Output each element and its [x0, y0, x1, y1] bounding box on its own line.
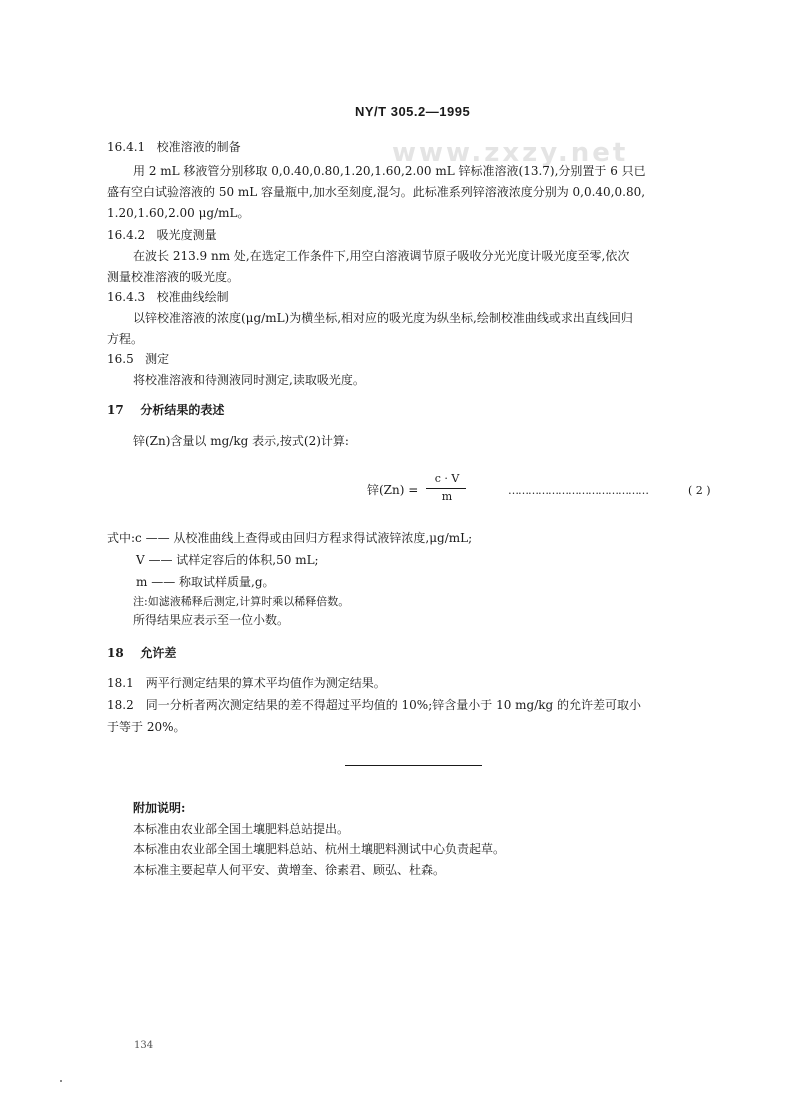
where-line: m —— 称取试样质量,g。 [136, 575, 275, 589]
section-number: 16.4.3 [107, 290, 146, 304]
formula-lhs: 锌(Zn) = [367, 483, 419, 497]
paragraph-line: 用 2 mL 移液管分别移取 0,0.40,0.80,1.20,1.60,2.00 mL 锌标准溶液(13.7),分别置于 6 只已 [133, 164, 646, 178]
paragraph-line: 盛有空白试验溶液的 50 mL 容量瓶中,加水至刻度,混匀。此标准系列锌溶液浓度分别为 0,0.40,0.80, [107, 185, 646, 199]
section-number: 17 [107, 403, 124, 417]
paragraph-line: 锌(Zn)含量以 mg/kg 表示,按式(2)计算: [133, 434, 349, 448]
formula-leader-dots: …………………………………… [508, 484, 648, 497]
section-18-heading [107, 645, 176, 661]
formula-numerator: c · V [434, 472, 460, 485]
where-line: V —— 试样定容后的体积,50 mL; [136, 553, 319, 567]
paragraph-line: 18.2 同一分析者两次测定结果的差不得超过平均值的 10%;锌含量小于 10 mg/kg 的允许差可取小 [107, 698, 642, 712]
section-16-4-2-heading [107, 227, 217, 243]
section-number: 16.4.2 [107, 228, 146, 242]
paragraph-line: 1.20,1.60,2.00 μg/mL。 [107, 206, 250, 220]
section-16-5-heading [107, 351, 169, 367]
scan-speck [60, 1080, 62, 1082]
watermark-text: www.zxzy.net [392, 138, 629, 168]
section-number: 16.5 [107, 352, 134, 366]
section-title: 校准曲线绘制 [156, 290, 229, 304]
end-rule [345, 765, 482, 766]
formula-denominator: m [441, 490, 453, 503]
section-16-4-1-heading [107, 139, 241, 155]
paragraph-line: 在波长 213.9 nm 处,在选定工作条件下,用空白溶液调节原子吸收分光光度计吸光度至零,依次 [133, 249, 630, 263]
section-number: 18 [107, 646, 124, 660]
paragraph-line: 于等于 20%。 [107, 720, 186, 734]
section-title: 吸光度测量 [156, 228, 217, 242]
where-line: 式中:c —— 从校准曲线上查得或由回归方程求得试液锌浓度,μg/mL; [107, 531, 473, 545]
paragraph-line: 测量校准溶液的吸光度。 [107, 270, 240, 284]
paragraph-line: 所得结果应表示至一位小数。 [133, 613, 290, 627]
section-17-heading [107, 402, 224, 418]
note-line: 注:如滤液稀释后测定,计算时乘以稀释倍数。 [133, 595, 350, 608]
paragraph-line: 18.1 两平行测定结果的算术平均值作为测定结果。 [107, 676, 386, 690]
section-16-4-3-heading [107, 289, 229, 305]
page-number: 134 [134, 1040, 154, 1051]
appendix-line: 本标准由农业部全国土壤肥料总站、杭州土壤肥料测试中心负责起草。 [133, 842, 506, 856]
paragraph-line: 以锌校准溶液的浓度(μg/mL)为横坐标,相对应的吸光度为纵坐标,绘制校准曲线或求出直线回归 [133, 311, 633, 325]
appendix-line: 本标准由农业部全国土壤肥料总站提出。 [133, 822, 350, 836]
appendix-title: 附加说明: [133, 801, 186, 815]
appendix-line: 本标准主要起草人何平安、黄增奎、徐素君、顾弘、杜森。 [133, 863, 446, 877]
paragraph-line: 方程。 [107, 332, 144, 346]
formula-equation-number: ( 2 ) [688, 484, 711, 497]
page-header: NY/T 305.2—1995 [355, 104, 471, 119]
section-number: 16.4.1 [107, 140, 146, 154]
section-title: 允许差 [140, 646, 177, 660]
section-title: 测定 [145, 352, 170, 366]
section-title: 校准溶液的制备 [156, 140, 241, 154]
section-title: 分析结果的表述 [140, 403, 225, 417]
paragraph-line: 将校准溶液和待测液同时测定,读取吸光度。 [133, 373, 365, 387]
